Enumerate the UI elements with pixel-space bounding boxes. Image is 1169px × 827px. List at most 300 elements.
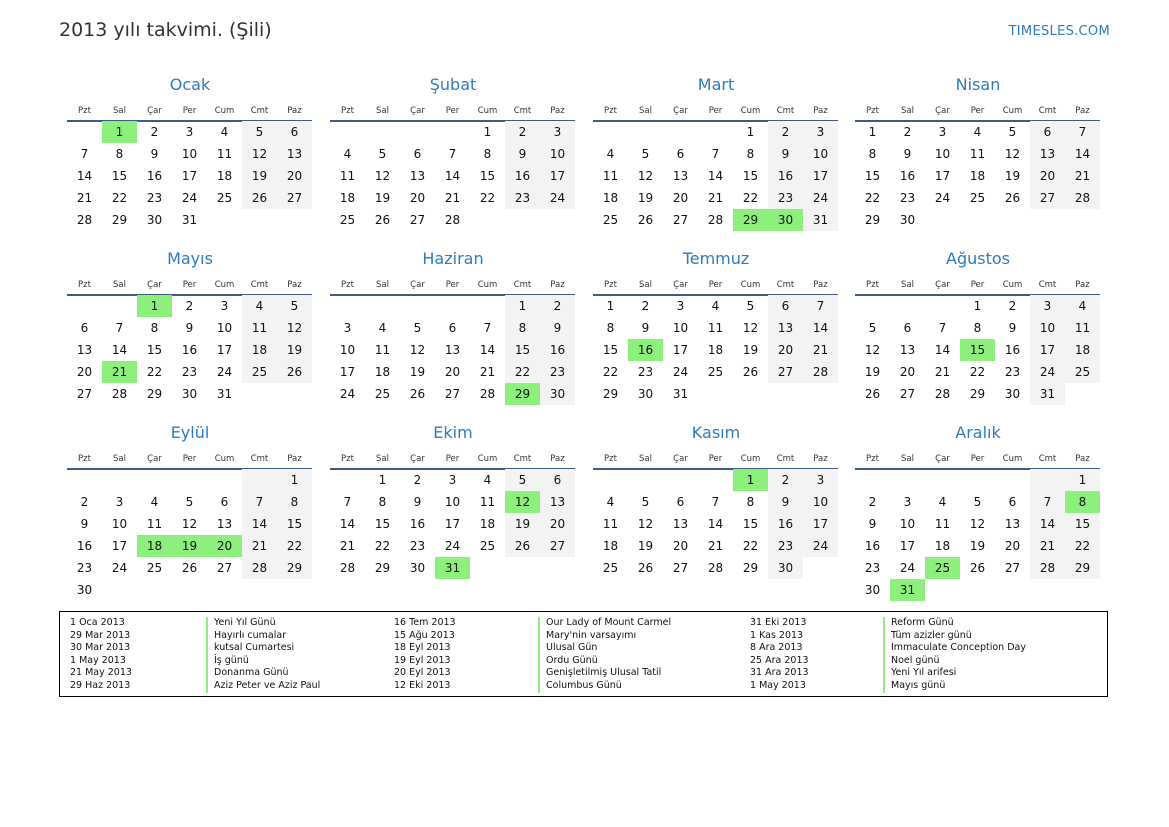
weekday-label: Sal [639, 454, 652, 464]
day-grid [330, 295, 575, 405]
day-cell: 8 [973, 321, 982, 335]
weekday-label: Paz [287, 454, 302, 464]
blank-cell [207, 469, 242, 491]
day-cell: 30 [146, 213, 163, 227]
weekday-label: Per [182, 106, 197, 116]
month-11 [593, 418, 839, 588]
day-cell: 23 [181, 365, 198, 379]
day-cell: 12 [409, 343, 426, 357]
day-cell: 16 [864, 539, 881, 553]
day-cell: 28 [76, 213, 93, 227]
day-cell: 17 [1030, 339, 1065, 361]
blank-cell [698, 121, 733, 143]
day-cell: 6 [448, 321, 457, 335]
day-cell: 2 [505, 121, 540, 143]
weekday-label: Sal [113, 454, 126, 464]
day-cell: 11 [242, 317, 277, 339]
weekday-label: Per [708, 106, 723, 116]
day-grid [330, 121, 575, 231]
holiday-date: 31 Ara 2013 [750, 667, 809, 679]
day-cell: 22 [742, 191, 759, 205]
day-cell: 19 [409, 365, 426, 379]
day-cell: 12 [969, 517, 986, 531]
day-cell: 10 [216, 321, 233, 335]
holiday-date: 15 Ağu 2013 [394, 629, 455, 641]
day-cell: 11 [969, 147, 986, 161]
day-cell: 11 [602, 169, 619, 183]
holiday-date: 1 May 2013 [70, 654, 126, 666]
weekday-label: Cmt [776, 280, 795, 290]
day-cell: 20 [1030, 165, 1065, 187]
day-cell: 11 [339, 169, 356, 183]
day-cell: 8 [746, 495, 755, 509]
day-cell: 9 [80, 517, 89, 531]
day-cell: 7 [483, 321, 492, 335]
day-cell: 5 [185, 495, 194, 509]
weekday-label: Paz [813, 280, 828, 290]
day-cell: 13 [277, 143, 312, 165]
weekday-header [67, 453, 312, 466]
holiday-dates-col-1 [70, 617, 132, 693]
day-cell: 13 [76, 343, 93, 357]
weekday-label: Pzt [866, 106, 879, 116]
day-cell: 31 [1030, 383, 1065, 405]
site-link[interactable]: TIMESLES.COM [1008, 24, 1110, 39]
month-8 [855, 244, 1101, 414]
weekday-label: Sal [376, 106, 389, 116]
day-cell: 12 [637, 169, 654, 183]
weekday-label: Çar [410, 280, 425, 290]
day-cell: 6 [676, 147, 685, 161]
day-cell: 20 [444, 365, 461, 379]
day-cell: 28 [1065, 187, 1100, 209]
holiday-date: 1 May 2013 [750, 679, 806, 691]
day-cell: 17 [181, 169, 198, 183]
weekday-label: Pzt [78, 106, 91, 116]
day-cell: 25 [339, 213, 356, 227]
day-cell: 12 [277, 317, 312, 339]
weekday-label: Cum [477, 280, 498, 290]
day-cell: 3 [803, 469, 838, 491]
day-cell: 13 [540, 491, 575, 513]
day-cell: 11 [602, 517, 619, 531]
holiday-name: Aziz Peter ve Aziz Paul [214, 679, 321, 691]
day-cell: 28 [707, 561, 724, 575]
holiday-names-col-1 [206, 617, 320, 693]
day-grid [67, 121, 312, 231]
day-cell: 17 [216, 343, 233, 357]
weekday-header [330, 279, 575, 292]
day-cell: 28 [479, 387, 496, 401]
day-cell: 22 [602, 365, 619, 379]
day-cell: 26 [637, 561, 654, 575]
weekday-label: Çar [935, 454, 950, 464]
day-cell: 21 [444, 191, 461, 205]
day-cell: 21 [707, 539, 724, 553]
day-cell: 10 [540, 143, 575, 165]
day-cell: 2 [185, 299, 194, 313]
day-cell: 16 [76, 539, 93, 553]
weekday-label: Sal [901, 454, 914, 464]
day-cell: 17 [111, 539, 128, 553]
holiday-name: Mary'nin varsayımı [546, 629, 637, 641]
day-cell: 12 [637, 517, 654, 531]
weekday-label: Cmt [513, 280, 532, 290]
day-cell: 7 [803, 295, 838, 317]
day-cell: 19 [374, 191, 391, 205]
day-cell: 4 [606, 147, 615, 161]
day-cell: 30 [181, 387, 198, 401]
day-cell: 18 [339, 191, 356, 205]
day-cell: 3 [185, 125, 194, 139]
weekday-label: Paz [550, 280, 565, 290]
month-9 [67, 418, 313, 597]
day-cell: 24 [181, 191, 198, 205]
day-cell: 7 [1065, 121, 1100, 143]
weekday-label: Paz [813, 454, 828, 464]
holiday-name: Ulusal Gün [546, 642, 598, 654]
day-cell: 30 [864, 583, 881, 597]
weekday-label: Pzt [604, 106, 617, 116]
day-cell: 24 [444, 539, 461, 553]
day-cell: 31 [672, 387, 689, 401]
day-cell: 15 [1065, 513, 1100, 535]
holiday-day-cell: 12 [505, 491, 540, 513]
holiday-name: Immaculate Conception Day [891, 642, 1026, 654]
weekday-label: Cum [740, 280, 761, 290]
day-cell: 11 [479, 495, 496, 509]
holiday-day-cell: 21 [102, 361, 137, 383]
day-cell: 29 [277, 557, 312, 579]
day-cell: 14 [76, 169, 93, 183]
day-cell: 21 [76, 191, 93, 205]
day-cell: 21 [479, 365, 496, 379]
day-cell: 17 [899, 539, 916, 553]
holiday-name: Yeni Yıl arifesi [891, 667, 957, 679]
day-cell: 26 [374, 213, 391, 227]
day-cell: 16 [899, 169, 916, 183]
weekday-label: Sal [901, 106, 914, 116]
day-cell: 26 [181, 561, 198, 575]
weekday-header [593, 105, 838, 118]
day-cell: 27 [540, 535, 575, 557]
weekday-label: Pzt [78, 454, 91, 464]
day-cell: 19 [864, 365, 881, 379]
day-grid [855, 469, 1100, 601]
day-cell: 14 [111, 343, 128, 357]
weekday-label: Çar [410, 454, 425, 464]
day-cell: 2 [868, 495, 877, 509]
month-12 [855, 418, 1101, 597]
weekday-label: Cmt [1038, 454, 1057, 464]
day-cell: 23 [864, 561, 881, 575]
holiday-date: 16 Tem 2013 [394, 617, 456, 628]
day-cell: 12 [242, 143, 277, 165]
day-cell: 25 [146, 561, 163, 575]
day-cell: 19 [637, 191, 654, 205]
day-cell: 14 [1030, 513, 1065, 535]
day-cell: 24 [216, 365, 233, 379]
weekday-label: Pzt [866, 280, 879, 290]
day-cell: 2 [413, 473, 422, 487]
blank-cell [435, 295, 470, 317]
holiday-date: 31 Eki 2013 [750, 617, 807, 628]
month-name: Ekim [433, 423, 473, 442]
day-cell: 25 [602, 561, 619, 575]
day-cell: 2 [1008, 299, 1017, 313]
holiday-date: 29 Mar 2013 [70, 629, 131, 641]
holiday-date: 12 Eki 2013 [394, 679, 451, 691]
day-cell: 18 [602, 539, 619, 553]
day-cell: 30 [540, 383, 575, 405]
day-cell: 11 [374, 343, 391, 357]
day-cell: 12 [864, 343, 881, 357]
day-cell: 2 [150, 125, 159, 139]
weekday-label: Cmt [776, 454, 795, 464]
day-cell: 26 [1004, 191, 1021, 205]
weekday-label: Çar [410, 106, 425, 116]
day-cell: 11 [707, 321, 724, 335]
day-grid [593, 469, 838, 579]
day-cell: 20 [1004, 539, 1021, 553]
blank-cell [330, 295, 365, 317]
day-cell: 4 [606, 495, 615, 509]
day-cell: 29 [374, 561, 391, 575]
day-cell: 8 [277, 491, 312, 513]
month-1 [67, 70, 313, 240]
day-cell: 13 [1004, 517, 1021, 531]
weekday-label: Sal [639, 280, 652, 290]
day-cell: 8 [150, 321, 159, 335]
blank-cell [663, 121, 698, 143]
day-grid [67, 469, 312, 601]
day-cell: 6 [220, 495, 229, 509]
weekday-label: Sal [639, 106, 652, 116]
holiday-name: Noel günü [891, 654, 940, 666]
day-cell: 9 [150, 147, 159, 161]
day-cell: 15 [864, 169, 881, 183]
holiday-name: Mayıs günü [891, 679, 946, 691]
day-cell: 24 [672, 365, 689, 379]
weekday-header [330, 453, 575, 466]
day-cell: 27 [672, 561, 689, 575]
weekday-label: Paz [1075, 280, 1090, 290]
day-cell: 19 [277, 339, 312, 361]
day-cell: 29 [742, 561, 759, 575]
day-cell: 7 [115, 321, 124, 335]
day-cell: 30 [1004, 387, 1021, 401]
day-cell: 5 [1008, 125, 1017, 139]
day-cell: 11 [1065, 317, 1100, 339]
day-cell: 31 [803, 209, 838, 231]
day-cell: 21 [803, 339, 838, 361]
holiday-date: 1 Oca 2013 [70, 617, 125, 628]
day-cell: 16 [409, 517, 426, 531]
day-cell: 18 [934, 539, 951, 553]
day-cell: 7 [711, 495, 720, 509]
holiday-date: 19 Eyl 2013 [394, 654, 451, 666]
day-cell: 14 [707, 169, 724, 183]
day-cell: 15 [111, 169, 128, 183]
day-cell: 2 [768, 121, 803, 143]
day-cell: 4 [343, 147, 352, 161]
day-cell: 14 [242, 513, 277, 535]
day-cell: 27 [76, 387, 93, 401]
day-cell: 1 [1065, 469, 1100, 491]
day-cell: 6 [80, 321, 89, 335]
day-cell: 19 [505, 513, 540, 535]
day-cell: 13 [1030, 143, 1065, 165]
holiday-date: 8 Ara 2013 [750, 642, 803, 654]
day-cell: 31 [181, 213, 198, 227]
month-name: Temmuz [682, 249, 750, 268]
day-cell: 10 [672, 321, 689, 335]
holiday-day-cell: 19 [172, 535, 207, 557]
day-cell: 15 [742, 169, 759, 183]
holiday-day-cell: 29 [733, 209, 768, 231]
day-cell: 29 [1065, 557, 1100, 579]
blank-cell [102, 295, 137, 317]
weekday-header [855, 279, 1100, 292]
month-name: Eylül [170, 423, 210, 442]
day-cell: 6 [413, 147, 422, 161]
weekday-label: Per [708, 280, 723, 290]
weekday-label: Çar [935, 280, 950, 290]
day-cell: 15 [374, 517, 391, 531]
holiday-date: 1 Kas 2013 [750, 629, 804, 641]
holiday-name: İş günü [214, 654, 249, 666]
day-cell: 13 [409, 169, 426, 183]
day-cell: 22 [1065, 535, 1100, 557]
day-cell: 8 [483, 147, 492, 161]
blank-cell [172, 469, 207, 491]
weekday-label: Per [445, 454, 460, 464]
day-cell: 26 [242, 187, 277, 209]
holiday-name: Ordu Günü [546, 654, 598, 666]
day-cell: 30 [409, 561, 426, 575]
holiday-dates-col-3 [750, 617, 809, 693]
weekday-label: Paz [550, 454, 565, 464]
day-cell: 8 [378, 495, 387, 509]
blank-cell [435, 121, 470, 143]
day-cell: 4 [378, 321, 387, 335]
weekday-label: Cum [214, 454, 235, 464]
day-cell: 27 [672, 213, 689, 227]
day-cell: 13 [444, 343, 461, 357]
blank-cell [330, 121, 365, 143]
day-cell: 18 [374, 365, 391, 379]
day-cell: 25 [216, 191, 233, 205]
day-cell: 16 [146, 169, 163, 183]
day-cell: 27 [277, 187, 312, 209]
holiday-name: Yeni Yıl Günü [214, 617, 276, 628]
weekday-label: Cum [477, 454, 498, 464]
day-cell: 8 [115, 147, 124, 161]
day-cell: 15 [146, 343, 163, 357]
day-cell: 7 [711, 147, 720, 161]
day-cell: 13 [768, 317, 803, 339]
day-cell: 15 [277, 513, 312, 535]
day-cell: 1 [746, 125, 755, 139]
day-cell: 27 [1004, 561, 1021, 575]
day-cell: 23 [76, 561, 93, 575]
day-cell: 22 [146, 365, 163, 379]
day-cell: 24 [339, 387, 356, 401]
day-cell: 3 [448, 473, 457, 487]
day-cell: 1 [378, 473, 387, 487]
day-cell: 6 [903, 321, 912, 335]
day-cell: 10 [1030, 317, 1065, 339]
holiday-name: kutsal Cumartesi [214, 642, 295, 654]
day-cell: 3 [343, 321, 352, 335]
day-cell: 15 [479, 169, 496, 183]
day-grid [67, 295, 312, 405]
blank-cell [890, 469, 925, 491]
day-cell: 3 [115, 495, 124, 509]
blank-cell [400, 295, 435, 317]
holiday-day-cell: 29 [505, 383, 540, 405]
holiday-name: Columbus Günü [546, 679, 622, 691]
day-cell: 16 [768, 165, 803, 187]
weekday-label: Paz [550, 106, 565, 116]
month-name: Mayıs [167, 249, 213, 268]
day-cell: 23 [540, 361, 575, 383]
day-cell: 27 [409, 213, 426, 227]
day-cell: 7 [343, 495, 352, 509]
day-cell: 8 [868, 147, 877, 161]
day-cell: 30 [76, 583, 93, 597]
day-cell: 7 [1030, 491, 1065, 513]
holiday-day-cell: 20 [207, 535, 242, 557]
day-cell: 13 [899, 343, 916, 357]
day-cell: 15 [602, 343, 619, 357]
holiday-name: Hayırlı cumalar [214, 629, 287, 641]
day-cell: 16 [768, 513, 803, 535]
day-cell: 24 [899, 561, 916, 575]
blank-cell [102, 469, 137, 491]
day-cell: 14 [803, 317, 838, 339]
page-title: 2013 yılı takvimi. (Şili) [59, 19, 272, 41]
day-cell: 19 [1004, 169, 1021, 183]
day-cell: 20 [277, 165, 312, 187]
day-cell: 4 [973, 125, 982, 139]
day-cell: 26 [409, 387, 426, 401]
day-cell: 7 [938, 321, 947, 335]
day-cell: 14 [934, 343, 951, 357]
blank-cell [593, 469, 628, 491]
day-cell: 22 [111, 191, 128, 205]
day-cell: 9 [768, 143, 803, 165]
holiday-day-cell: 25 [925, 557, 960, 579]
weekday-label: Pzt [604, 454, 617, 464]
month-name: Aralık [955, 423, 1001, 442]
day-cell: 5 [641, 495, 650, 509]
weekday-label: Sal [376, 454, 389, 464]
holiday-names-col-2 [538, 617, 671, 693]
day-cell: 17 [672, 343, 689, 357]
day-cell: 27 [216, 561, 233, 575]
day-cell: 17 [803, 165, 838, 187]
day-cell: 16 [505, 165, 540, 187]
blank-cell [628, 121, 663, 143]
day-cell: 18 [1065, 339, 1100, 361]
day-cell: 1 [868, 125, 877, 139]
day-cell: 6 [676, 495, 685, 509]
day-grid [855, 295, 1100, 405]
blank-cell [628, 469, 663, 491]
day-cell: 6 [768, 295, 803, 317]
months-grid [67, 70, 1101, 610]
